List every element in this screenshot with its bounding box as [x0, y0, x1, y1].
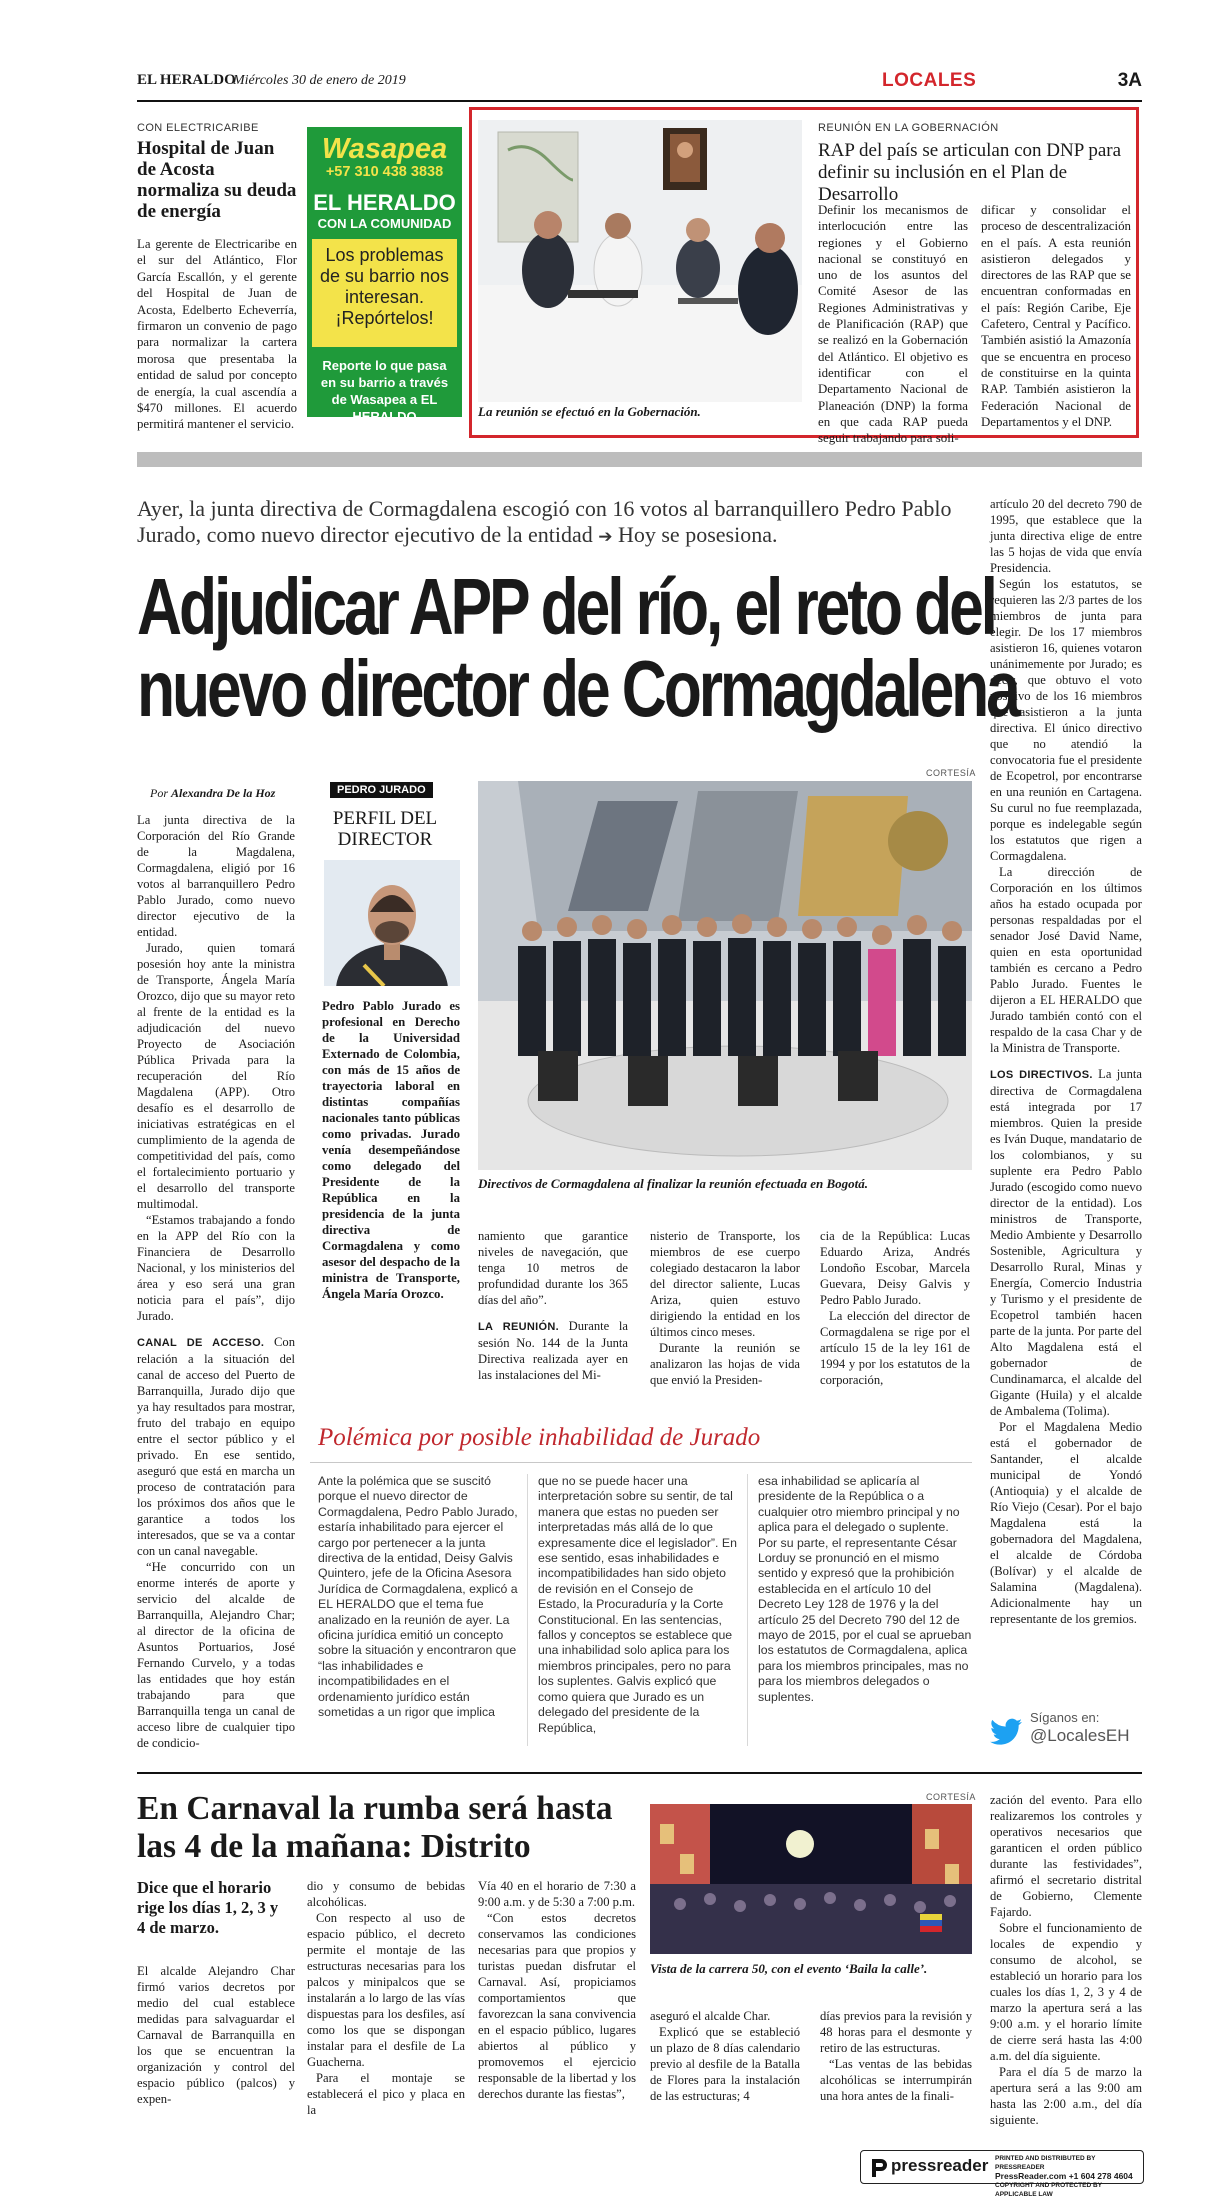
carnaval-right-p3: Para el día 5 de marzo la apertura será a las 9:00 am hasta las 2:00 a.m., del día siguiente.	[990, 2065, 1142, 2127]
carnaval-photo	[650, 1804, 972, 1954]
carnaval-col-2-p3: Para el montaje se establecerá el pico y placa en la	[307, 2071, 465, 2117]
main-col-4-p2: Durante la reunión se analizaron las hojas de vida que envió la Presiden-	[650, 1341, 800, 1387]
polemica-col-1	[318, 1474, 518, 1721]
carnaval-col-4-p1: aseguró el alcalde Char.	[650, 2009, 771, 2023]
main-col-1	[137, 812, 295, 1751]
main-col-4-p1: nisterio de Transporte, los miembros de ese cuerpo colegiado destacaron la labor del director saliente, Lucas Ariza, quien estuvo dirigiendo la entidad en los últimos cinco meses.	[650, 1229, 800, 1339]
carnaval-col-3	[478, 1878, 636, 2102]
twitter-follow-label: Síganos en:	[1030, 1710, 1100, 1725]
pressreader-line2: PressReader.com +1 604 278 4604	[995, 2171, 1133, 2181]
carnaval-right-column	[990, 1792, 1142, 2128]
carnaval-col-4-p2: Explicó que se estableció un plazo de 8 días calendario previo al desfile de la Batalla de Flores para la instalación de las estructuras; 4	[650, 2025, 800, 2103]
main-col-1-p3: “Estamos trabajando a fondo en la APP del Río con la Financiera de Desarrollo Nacional, y los ministerios del área y eso será una gran noticia para el país”, dijo Jurado.	[137, 1213, 295, 1323]
header-rule	[137, 100, 1142, 102]
main-deck	[137, 496, 977, 550]
ad-line2: CON LA COMUNIDAD	[317, 216, 452, 231]
wasapea-ad[interactable]	[307, 127, 462, 424]
pressreader-line3: COPYRIGHT AND PROTECTED BY APPLICABLE LAW	[995, 2182, 1102, 2198]
main-headline	[137, 562, 1018, 733]
carnaval-col-2-p2: Con respecto al uso de espacio público, el decreto permite el montaje de las estructuras necesarias para los palcos y minipalcos que se instalarán a lo largo de las vías dispuestas para los desfiles, así como los que se dispongan instalar para el desfile de La Guacherna.	[307, 1911, 465, 2069]
pressreader-brand: pressreader	[891, 2156, 989, 2175]
profile-text: Pedro Pablo Jurado es profesional en Derecho de la Universidad Externado de Colombia, con más de 15 años de trayectoria laboral en distintas compañías nacionales tanto públicas como privadas. Jurado venía desempeñándose como delegado del Presidente de la República en la presidencia de la junta directiva de Cormagdalena y como asesor del despacho de la ministra de Transporte, Ángela María Orozco.	[322, 999, 460, 1301]
carnaval-photo-caption: Vista de la carrera 50, con el evento ‘Baila la calle’.	[650, 1961, 928, 1976]
carnaval-headline	[137, 1790, 657, 1866]
carnaval-photo-credit: CORTESÍA	[926, 1792, 976, 1802]
subhead-reunion: LA REUNIÓN.	[478, 1321, 559, 1333]
ad-slogan: Los problemas de su barrio nos interesan. ¡Repórtelos!	[319, 245, 450, 328]
main-col-3-p1: namiento que garantice niveles de navegación, que tenga 10 metros de profundidad durante los 365 días del año”.	[478, 1229, 628, 1307]
brief-article	[137, 122, 297, 433]
carnaval-right-p1: zación del evento. Para ello realizaremos los controles y operativos necesarios que garanticen el orden público durante las festividades”, afirmó el secretario distrital de Gobierno, Clemente Fajardo.	[990, 1793, 1142, 1919]
portrait-illustration	[324, 860, 460, 986]
main-photo-credit: CORTESÍA	[926, 768, 976, 778]
polemica-sep-2	[747, 1474, 748, 1746]
polemica-top-rule	[310, 1462, 972, 1463]
main-col-1-p2: Jurado, quien tomará posesión hoy ante la ministra de Transporte, Ángela María Orozco, dijo que su mayor reto al frente de la entidad es la adjudicación del nuevo Proyecto de Asociación Pública Privada para la recuperación del Río Magdalena (APP). Otro desafío es el desarrollo de iniciativas estratégicas en el cumplimiento de la agenda de competitividad del país, como el fortalecimiento portuario y el desarrollo del transporte multimodal.	[137, 941, 295, 1211]
page-number: 3A	[1117, 70, 1142, 91]
street-party-illustration	[650, 1804, 972, 1954]
rap-photo	[478, 120, 802, 402]
ad-cta: Reporte lo que pasa en su barrio a través de Wasapea a EL HERALDO	[320, 358, 449, 424]
byline-prefix: Por	[150, 786, 168, 800]
main-col-5-p2: La elección del director de Cormagdalena se rige por el artículo 15 de la ley 161 de 1994 y por los estatutos de la corporación,	[820, 1309, 970, 1387]
main-col-4	[650, 1228, 800, 1388]
subhead-directivos: LOS DIRECTIVOS.	[990, 1069, 1093, 1081]
carnaval-col-5	[820, 2008, 972, 2104]
right-p3: La dirección de Corporación en los últimos años ha estado ocupada por personas respaldadas por el senador José David Name, quien en esta oportunidad también es cercano a Pedro Pablo Jurado. Fuentes le dijeron a EL HERALDO que Jurado también contó con el respaldo de la casa Char y de la Ministra de Transporte.	[990, 865, 1142, 1055]
carnaval-headline-line1: En Carnaval la rumba será hasta	[137, 1790, 613, 1827]
byline-author: Alexandra De la Hoz	[171, 786, 276, 800]
rap-col-2	[981, 202, 1131, 430]
polemica-title: Polémica por posible inhabilidad de Jurado	[318, 1424, 761, 1451]
polemica-col-2	[538, 1474, 738, 1736]
rap-title: RAP del país se articulan con DNP para definir su inclusión en el Plan de Desarrollo	[818, 140, 1122, 205]
pressreader-logo-icon	[869, 2157, 889, 2179]
main-deck-end: Hoy se posesiona.	[617, 522, 778, 547]
rap-col-1	[818, 202, 968, 446]
polemica-col-3	[758, 1474, 972, 1705]
carnaval-col-2	[307, 1878, 465, 2118]
main-col-5-p1: cia de la República: Lucas Eduardo Ariza, Andrés Londoño Escobar, Marcela Guevara, Deisy Galvis y Pedro Pablo Jurado.	[820, 1229, 970, 1307]
carnaval-col-5-p2: “Las ventas de las bebidas alcohólicas se interrumpirán una hora antes de la finali-	[820, 2057, 972, 2103]
issue-date: Miércoles 30 de enero de 2019	[233, 73, 406, 88]
brief-title: Hospital de Juan de Acosta normaliza su deuda de energía	[137, 138, 297, 222]
polemica-col-1-text: Ante la polémica que se suscitó porque el nuevo director de Cormagdalena, Pedro Pablo Jurado, estaría inhabilitado para ejercer el cargo por pertenecer a la junta directiva de la entidad, Deisy Galvis Quintero, jefe de la Oficina Asesora Jurídica de Cormagdalena, explicó a EL HERALDO que el tema fue analizado en la reunión de ayer. La oficina jurídica emitió un concepto sobre la situación y encontraron que “las inhabilidades e incompatibilidades en el ordenamiento jurídico están sometidas a un rigor que implica	[318, 1474, 518, 1720]
profile-portrait	[324, 860, 460, 986]
ad-phone[interactable]: +57 310 438 3838	[325, 164, 444, 180]
carnaval-col-2-p1: dio y consumo de bebidas alcohólicas.	[307, 1879, 465, 1909]
pressreader-info	[995, 2154, 1143, 2199]
polemica-col-2-text: que no se puede hacer una interpretación sobre su sentir, de tal manera que estas no pueden ser interpretadas más allá de lo que expresamente dice el legislador”. En ese sentido, esas inhabilidades e incompatibilidades han sido objeto de revisión en el Consejo de Estado, la Procuraduría y la Corte Constitucional. En las sentencias, fallos y conceptos se establece que una inhabilidad solo aplica para los miembros principales, pero no para los suplentes. Galvis explicó que como quiera que Jurado es un delegado del presidente de la República,	[538, 1474, 737, 1735]
carnaval-deck: Dice que el horario rige los días 1, 2, 3 y 4 de marzo.	[137, 1878, 279, 1937]
carnaval-col-1-text: El alcalde Alejandro Char firmó varios decretos por medio del cual establece medidas para salvaguardar el Carnaval de Barranquilla en los que se encuentran la organización y control del espacio público (palcos) y expen-	[137, 1964, 295, 2106]
main-col-1-p5: “He concurrido con un enorme interés de aporte y servicio del alcalde de Barranquilla, Alejandro Char; al director de la oficina de Asuntos Portuarios, José Fernando Curvelo, y a todas las entidades que hoy están trabajando para que Barranquilla tenga un canal de acceso libre de cualquier tipo de condicio-	[137, 1560, 295, 1750]
ad-slogan-box	[312, 239, 457, 347]
right-p1: artículo 20 del decreto 790 de 1995, que establece que la junta directiva elige de entre las 5 hojas de vida que envía Presidencia.	[990, 497, 1142, 575]
carnaval-right-p2: Sobre el funcionamiento de locales de expendio y consumo de alcohol, se estableció un horario para los cuales los días 1, 2, 3 y 4 de marzo la apertura será a las 9:00 a.m. y el horario límite de cierre será hasta las 4:00 a.m. del día siguiente.	[990, 1921, 1142, 2063]
ad-line1: EL HERALDO	[313, 190, 456, 215]
ad-brand: Wasapea	[321, 133, 448, 165]
subhead-canal: CANAL DE ACCESO.	[137, 1337, 265, 1349]
carnaval-top-rule	[137, 1772, 1142, 1774]
carnaval-col-5-p1: días previos para la revisión y 48 horas para el desmonte y retiro de las estructuras.	[820, 2009, 972, 2055]
main-col-1-p4	[137, 1334, 295, 1559]
main-headline-line2: nuevo director de Cormagdalena	[137, 644, 1018, 733]
carnaval-headline-line2: las 4 de la mañana: Distrito	[137, 1828, 531, 1865]
profile-title: PERFIL DEL DIRECTOR	[332, 808, 438, 850]
main-deck-text: Ayer, la junta directiva de Cormagdalena escogió con 16 votos al barranquillero Pedro Pablo Jurado, como nuevo director ejecutivo de la entidad	[137, 496, 952, 547]
main-col-3-p2	[478, 1318, 628, 1383]
right-p4-text: La junta directiva de Cormagdalena está integrada por 17 miembros. Quien la preside es Iván Duque, mandatario de los colombianos, y su suplente era Pedro Pablo Jurado (escogido como nuevo director de la entidad). Los ministros de Transporte, Medio Ambiente y Desarrollo Sostenible, Agricultura y Desarrollo Rural, Minas y Energía, Comercio Industria y Turismo y el presidente de Ecopetrol también hacen parte de la junta. Por parte del Alto Magdalena está el gobernador de Cundinamarca, el alcalde del Gigante (Huila) y el alcalde de Ambalema (Tolima).	[990, 1067, 1142, 1418]
carnaval-col-4	[650, 2008, 800, 2104]
main-col-1-p1: La junta directiva de la Corporación del Río Grande de la Magdalena, Cormagdalena, eligió por 16 votos al barranquillero Pedro Pablo Jurado, como nuevo director ejecutivo de la entidad.	[137, 813, 295, 939]
main-right-column	[990, 496, 1142, 1627]
polemica-sep-1	[527, 1474, 528, 1746]
polemica-col-3-p1: esa inhabilidad se aplicaría al presidente de la República o a cualquier otro miembro principal y no aplica para el delegado o suplente.	[758, 1474, 960, 1535]
group-photo-illustration	[478, 781, 972, 1170]
right-p5: Por el Magdalena Medio está el gobernador de Santander, el alcalde municipal de Yondó (Antioquia) y el alcalde de Río Viejo (Cesar). Por el bajo Magdalena está la gobernadora del Magdalena, el alcalde de Córdoba (Bolívar) y el alcalde de Salamina (Magdalena). Adicionalmente hay un representante de los gremios.	[990, 1420, 1142, 1626]
carnaval-col-1	[137, 1963, 295, 2107]
main-col-5	[820, 1228, 970, 1388]
rap-col-2-text: dificar y consolidar el proceso de descentralización en el país. A esta reunión asistieron delegados y directores de las RAP que se encuentran conformadas en el país: Región Caribe, Eje Cafetero, Central y Pacífico. También asistió la Amazonía que se encuentra en proceso de constituirse en la quinta RAP. También asistieron la Federación Nacional de Departamentos y el DNP.	[981, 203, 1131, 429]
brief-body	[137, 236, 297, 433]
main-photo	[478, 781, 972, 1170]
section-name: LOCALES	[882, 70, 977, 91]
carnaval-col-3-p2: “Con estos decretos conservamos las condiciones necesarias para que propios y turistas puedan disfrutar el Carnaval. Así, propiciamos comportamientos que favorezcan la sana convivencia en el espacio público, lugares abiertos al público y promovemos el ejercicio responsable de la libertad y los derechos durante las fiestas”,	[478, 1911, 636, 2101]
main-photo-caption: Directivos de Cormagdalena al finalizar la reunión efectuada en Bogotá.	[478, 1176, 869, 1191]
rap-kicker: REUNIÓN EN LA GOBERNACIÓN	[818, 122, 999, 134]
main-col-3	[478, 1228, 628, 1383]
brief-paragraph: La gerente de Electricaribe en el sur del Atlántico, Flor García Escallón, y el gerente del Hospital de Juan de Acosta, Edelberto Echeverría, firmaron un convenio de pago para normalizar la cartera morosa que presentaba la entidad de salud por concepto de energía, la cual ascendía a $470 millones. El acuerdo permitirá mantener el servicio.	[137, 237, 297, 432]
rap-col-1-text: Definir los mecanismos de interlocución entre las regiones y el Gobierno nacional se constituyó en uno de los asuntos del Comité Asesor de las Regiones Administrativas y de Planificación (RAP) que se realizó en la Gobernación del Atlántico. El objetivo es identificar con el Departamento Nacional de Planeación (DNP) la forma en que cada RAP pueda seguir trabajando para soli-	[818, 203, 968, 446]
main-headline-line1: Adjudicar APP del río, el reto del	[137, 562, 995, 651]
right-p4	[990, 1066, 1142, 1419]
twitter-icon	[990, 1718, 1022, 1746]
paper-name: EL HERALDO	[137, 72, 236, 88]
pressreader-line1: PRINTED AND DISTRIBUTED BY PRESSREADER	[995, 2155, 1096, 2171]
rap-text	[818, 122, 1130, 206]
main-col-1-p4-text: Con relación a la situación del canal de acceso del Puerto de Barranquilla, Jurado dijo que ya hay resultados para mostrar, fruto del trabajo en equipo entre el sector público y el privado. En ese sentido, aseguró que está en marcha un proceso de contratación para los próximos dos años que le garantice a todos los interesados, que se va a contar con un canal navegable.	[137, 1335, 295, 1558]
main-col-3-p2-text: Durante la sesión No. 144 de la Junta Directiva realizada ayer en las instalaciones del Mi-	[478, 1319, 628, 1382]
deck-arrow-icon: ➔	[598, 527, 613, 546]
profile-box	[310, 780, 460, 1302]
rap-photo-caption: La reunión se efectuó en la Gobernación.	[478, 404, 701, 419]
byline	[150, 786, 275, 801]
twitter-handle[interactable]: @LocalesEH	[1030, 1726, 1130, 1745]
pressreader-badge[interactable]	[860, 2150, 1144, 2198]
right-p2: Según los estatutos, se requieren las 2/3 partes de los miembros de junta para elegir. De los 17 miembros asistieron 16, quienes votaron unánimemente por Jurado; es decir, que obtuvo el voto positivo de los 16 miembros que asistieron a la junta directiva. El único directivo que no atendió la convocatoria fue el presidente de Ecopetrol, por encontrarse en una reunión en Cartagena. Su curul no fue reemplazada, porque es indelegable según los estatutos que rigen a Cormagdalena.	[990, 577, 1142, 863]
brief-kicker: CON ELECTRICARIBE	[137, 122, 259, 134]
rap-meeting-illustration	[478, 120, 802, 402]
section-divider-band	[137, 452, 1142, 467]
carnaval-col-3-p1: Vía 40 en el horario de 7:30 a 9:00 a.m. y de 5:30 a 7:00 p.m.	[478, 1879, 636, 1909]
page-header	[137, 70, 1142, 96]
twitter-follow[interactable]	[990, 1710, 1145, 1750]
profile-tag: PEDRO JURADO	[330, 782, 433, 798]
polemica-col-3-p2: Por su parte, el representante César Lorduy se pronunció en el mismo sentido y expresó que la prohibición establecida en el artículo 10 del Decreto Ley 128 de 1976 y la del artículo 25 del Decreto 790 del 12 de mayo de 2015, por el cual se aprueban los estatutos de Cormagdalena, aplica para los miembros principales, mas no para los miembros delegados o suplentes.	[758, 1535, 972, 1704]
